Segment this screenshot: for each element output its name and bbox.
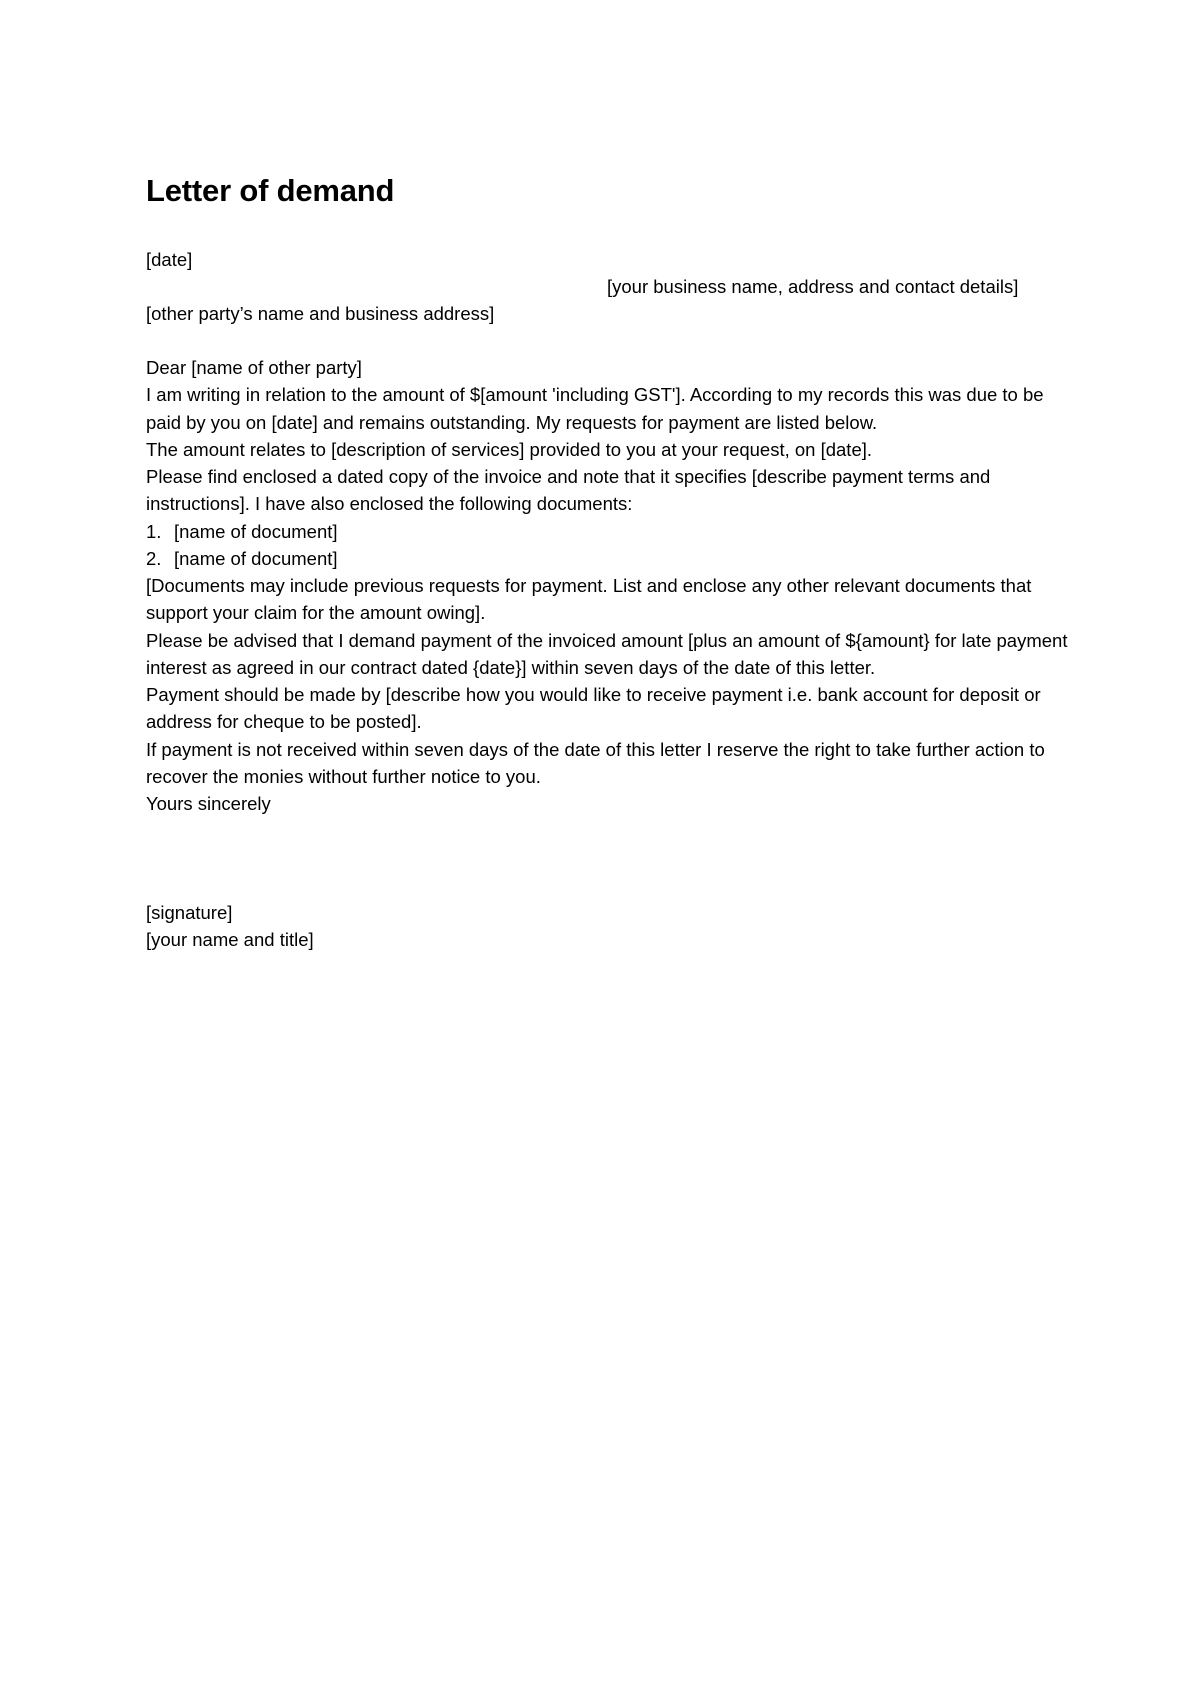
recipient-details: [other party’s name and business address]	[146, 303, 495, 324]
list-item	[146, 518, 1076, 545]
sender-details: [your business name, address and contact details]	[607, 276, 1019, 297]
paragraph-payment-method: Payment should be made by [describe how you would like to receive payment i.e. bank account for deposit or address for cheque to be posted].	[146, 684, 1041, 733]
letter-title: Letter of demand	[146, 173, 395, 208]
paragraph-documents-note: [Documents may include previous requests for payment. List and enclose any other relevant documents that support your claim for the amount owing].	[146, 575, 1032, 624]
closing: Yours sincerely	[146, 793, 271, 814]
list-label: [name of document]	[174, 547, 338, 569]
signature-block	[146, 899, 314, 953]
salutation: Dear [name of other party]	[146, 357, 362, 378]
list-label: [name of document]	[174, 520, 338, 542]
documents-list	[146, 518, 1076, 573]
paragraph-demand: Please be advised that I demand payment of the invoiced amount [plus an amount of ${amount} for late payment interest as agreed in our contract dated {date}] within seven days of the date of this letter.	[146, 629, 1068, 678]
list-item	[146, 545, 1076, 572]
letter-date: [date]	[146, 249, 193, 270]
paragraph-further-action: If payment is not received within seven days of the date of this letter I reserve the right to take further action to recover the monies without further notice to you.	[146, 738, 1045, 787]
paragraph-services: The amount relates to [description of services] provided to you at your request, on [date].	[146, 438, 873, 460]
paragraph-amount: I am writing in relation to the amount of $[amount 'including GST']. According to my records this was due to be paid by you on [date] and remains outstanding. My requests for payment are listed below.	[146, 384, 1044, 433]
list-number: 1.	[146, 520, 162, 542]
name-and-title: [your name and title]	[146, 929, 314, 950]
signature: [signature]	[146, 902, 233, 923]
list-number: 2.	[146, 547, 162, 569]
letter-body	[146, 354, 1076, 817]
paragraph-invoice: Please find enclosed a dated copy of the invoice and note that it specifies [describe payment terms and instructions]. I have also enclosed the following documents:	[146, 466, 991, 515]
